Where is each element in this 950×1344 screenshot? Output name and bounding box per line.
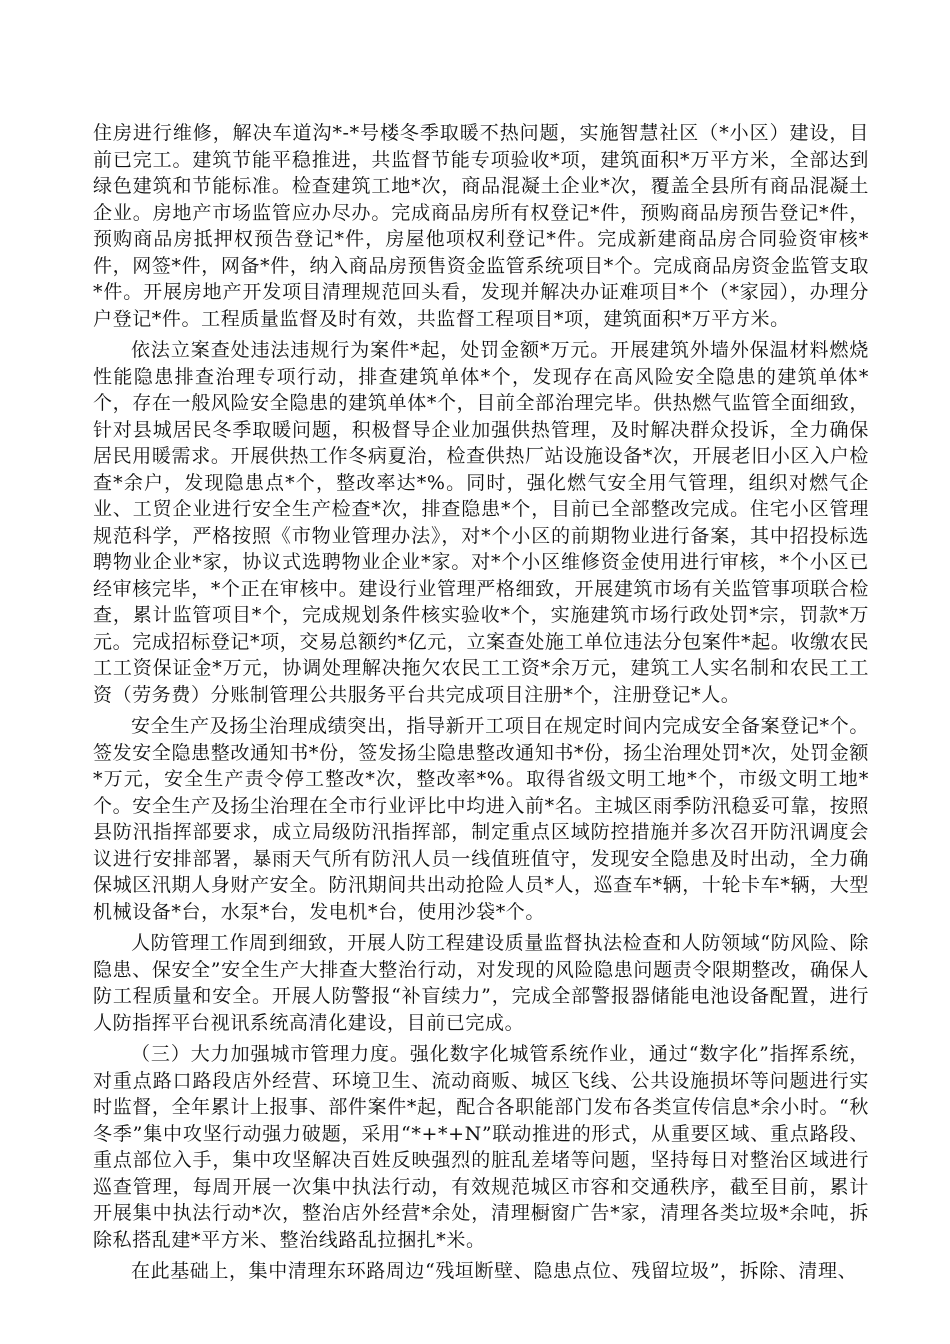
- document-body: [93, 120, 869, 1290]
- paragraph-law-enforcement: 依法立案查处违法违规行为案件*起，处罚金额*万元。开展建筑外墙外保温材料燃烧性能隐患排查治理专项行动，排查建筑单体*个，发现存在高风险安全隐患的建筑单体*个，存在一般风险安全隐患的建筑单体*个，目前全部治理完毕。供热燃气监管全面细致，针对县城居民冬季取暖问题，积极督导企业加强供热管理，及时解决群众投诉，全力确保居民用暖需求。开展供热工作冬病夏治，检查供热厂站设施设备*次，开展老旧小区入户检查*余户，发现隐患点*个，整改率达*%。同时，强化燃气安全用气管理，组织对燃气企业、工贸企业进行安全生产检查*次，排查隐患*个，目前已全部整改完成。住宅小区管理规范科学，严格按照《市物业管理办法》，对*个小区的前期物业进行备案，其中招投标选聘物业企业*家，协议式选聘物业企业*家。对*个小区维修资金使用进行审核，*个小区已经审核完毕，*个正在审核中。建设行业管理严格细致，开展建筑市场有关监管事项联合检查，累计监管项目*个，完成规划条件核实验收*个，实施建筑市场行政处罚*宗，罚款*万元。完成招标登记*项，交易总额约*亿元，立案查处施工单位违法分包案件*起。收缴农民工工资保证金*万元，协调处理解决拖欠农民工工资*余万元，建筑工人实名制和农民工工资（劳务费）分账制管理公共服务平台共完成项目注册*个，注册登记*人。: [93, 339, 869, 706]
- paragraph-safety-production: 安全生产及扬尘治理成绩突出，指导新开工项目在规定时间内完成安全备案登记*个。签发安全隐患整改通知书*份，签发扬尘隐患整改通知书*份，扬尘治理处罚*次，处罚金额*万元，安全生产责令停工整改*次，整改率*%。取得省级文明工地*个，市级文明工地*个。安全生产及扬尘治理在全市行业评比中均进入前*名。主城区雨季防汛稳妥可靠，按照县防汛指挥部要求，成立局级防汛指挥部，制定重点区域防控措施并多次召开防汛调度会议进行安排部署，暴雨天气所有防汛人员一线值班值守，发现安全隐患及时出动，全力确保城区汛期人身财产安全。防汛期间共出动抢险人员*人，巡查车*辆，十轮卡车*辆，大型机械设备*台，水泵*台，发电机*台，使用沙袋*个。: [93, 715, 869, 923]
- paragraph-continuation: 住房进行维修，解决车道沟*-*号楼冬季取暖不热问题，实施智慧社区（*小区）建设，目前已完工。建筑节能平稳推进，共监督节能专项验收*项，建筑面积*万平方米，全部达到绿色建筑和节能标准。检查建筑工地*次，商品混凝土企业*次，覆盖全县所有商品混凝土企业。房地产市场监管应办尽办。完成商品房所有权登记*件，预购商品房预告登记*件，预购商品房抵押权预告登记*件，房屋他项权利登记*件。完成新建商品房合同验资审核*件，网签*件，网备*件，纳入商品房预售资金监管系统项目*个。完成商品房资金监管支取*件。开展房地产开发项目清理规范回头看，发现并解决办证难项目*个（*家园），办理分户登记*件。工程质量监督及时有效，共监督工程项目*项，建筑面积*万平方米。: [93, 122, 869, 330]
- paragraph-city-management: （三）大力加强城市管理力度。强化数字化城管系统作业，通过“数字化”指挥系统，对重点路口路段店外经营、环境卫生、流动商贩、城区飞线、公共设施损坏等问题进行实时监督，全年累计上报事、部件案件*起，配合各职能部门发布各类宣传信息*余小时。“秋冬季”集中攻坚行动强力破题，采用“*+*+N”联动推进的形式，从重要区域、重点路段、重点部位入手，集中攻坚解决百姓反映强烈的脏乱差堵等问题，坚持每日对整治区域进行巡查管理，每周开展一次集中执法行动，有效规范城区市容和交通秩序，截至目前，累计开展集中执法行动*次，整治店外经营*余处，清理橱窗广告*家，清理各类垃圾*余吨，拆除私搭乱建*平方米、整治线路乱拉捆扎*米。: [93, 1043, 869, 1251]
- paragraph-civil-defense: 人防管理工作周到细致，开展人防工程建设质量监督执法检查和人防领域“防风险、除隐患、保安全”安全生产大排查大整治行动，对发现的风险隐患问题责令限期整改，确保人防工程质量和安全。开展人防警报“补盲续力”，完成全部警报器储能电池设备配置，进行人防指挥平台视讯系统高清化建设，目前已完成。: [93, 932, 869, 1034]
- paragraph-east-ring-road: 在此基础上，集中清理东环路周边“残垣断壁、隐患点位、残留垃圾”，拆除、清理、: [131, 1260, 858, 1282]
